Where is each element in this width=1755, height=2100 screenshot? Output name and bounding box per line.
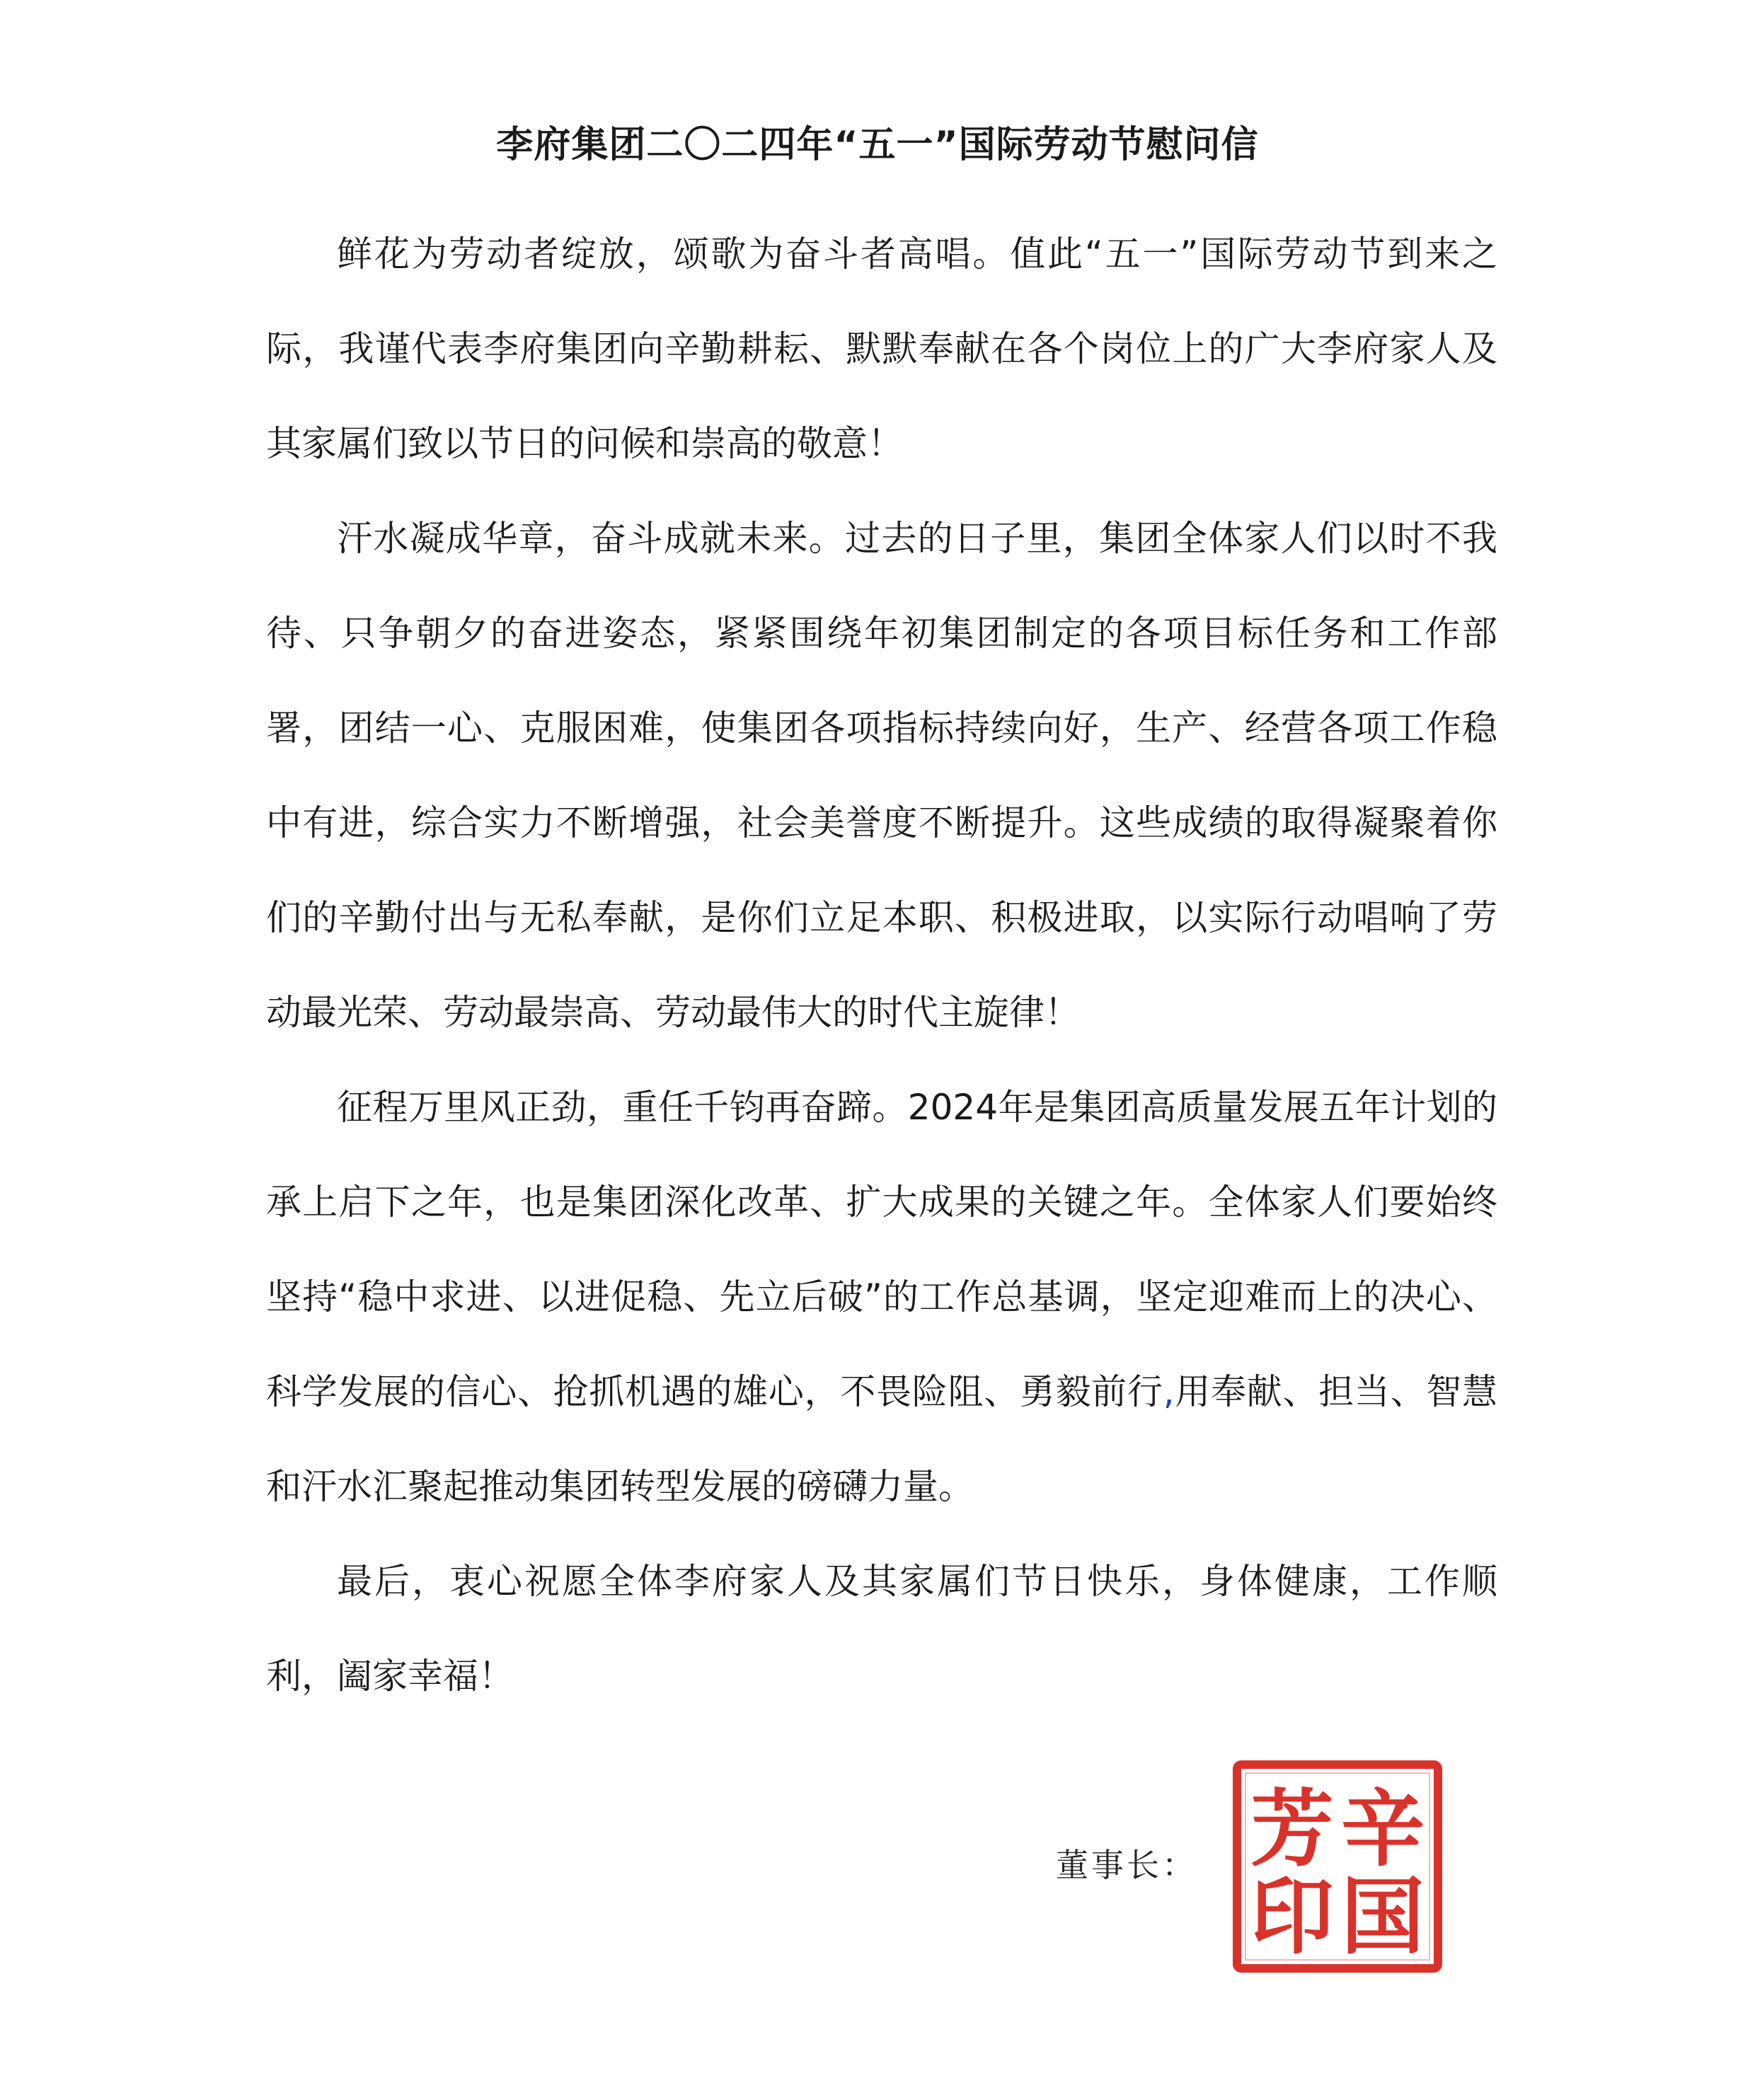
paragraph-outlook — [266, 1060, 1497, 1534]
letter-title: 李府集团二〇二四年“五一”国际劳动节慰问信 — [496, 124, 1259, 166]
seal-char-yin: 印 — [1250, 1867, 1335, 1966]
seal-char-xin: 辛 — [1340, 1779, 1425, 1878]
paragraph-greeting: 鲜花为劳动者绽放，颂歌为奋斗者高唱。值此“五一”国际劳动节到来之际，我谨代表李府集团向辛勤耕耘、默默奉献在各个岗位上的广大李府家人及其家属们致以节日的问候和崇高的敬意！ — [266, 233, 1497, 464]
paragraph-achievements: 汗水凝成华章，奋斗成就未来。过去的日子里，集团全体家人们以时不我待、只争朝夕的奋进姿态，紧紧围绕年初集团制定的各项目标任务和工作部署，团结一心、克服困难，使集团各项指标持续向好，生产、经营各项工作稳中有进，综合实力不断增强，社会美誉度不断提升。这些成绩的取得凝聚着你们的辛勤付出与无私奉献，是你们立足本职、积极进取，以实际行动唱响了劳动最光荣、劳动最崇高、劳动最伟大的时代主旋律！ — [266, 518, 1497, 1033]
paragraph-outlook-part1: 征程万里风正劲，重任千钧再奋蹄。2024年是集团高质量发展五年计划的承上启下之年，也是集团深化改革、扩大成果的关键之年。全体家人们要始终坚持“稳中求进、以进促稳、先立后破”的工作总基调，坚定迎难而上的决心、科学发展的信心、抢抓机遇的雄心，不畏险阻、勇毅前行 — [266, 1087, 1497, 1412]
seal-char-guo: 国 — [1340, 1867, 1425, 1966]
paragraph-wishes: 最后，衷心祝愿全体李府家人及其家属们节日快乐，身体健康，工作顺利，阖家幸福！ — [266, 1561, 1497, 1697]
seal-char-fang: 芳 — [1250, 1779, 1335, 1878]
chairman-seal — [1233, 1760, 1442, 1973]
paragraph-outlook-comma: , — [1163, 1371, 1175, 1412]
paragraph-outlook-part2: 用奉献、担当、智慧和汗水汇聚起推动集团转型发展的磅礴力量。 — [266, 1371, 1498, 1507]
signature-label: 董事长： — [1056, 1846, 1197, 1884]
letter-body — [266, 207, 1497, 1724]
